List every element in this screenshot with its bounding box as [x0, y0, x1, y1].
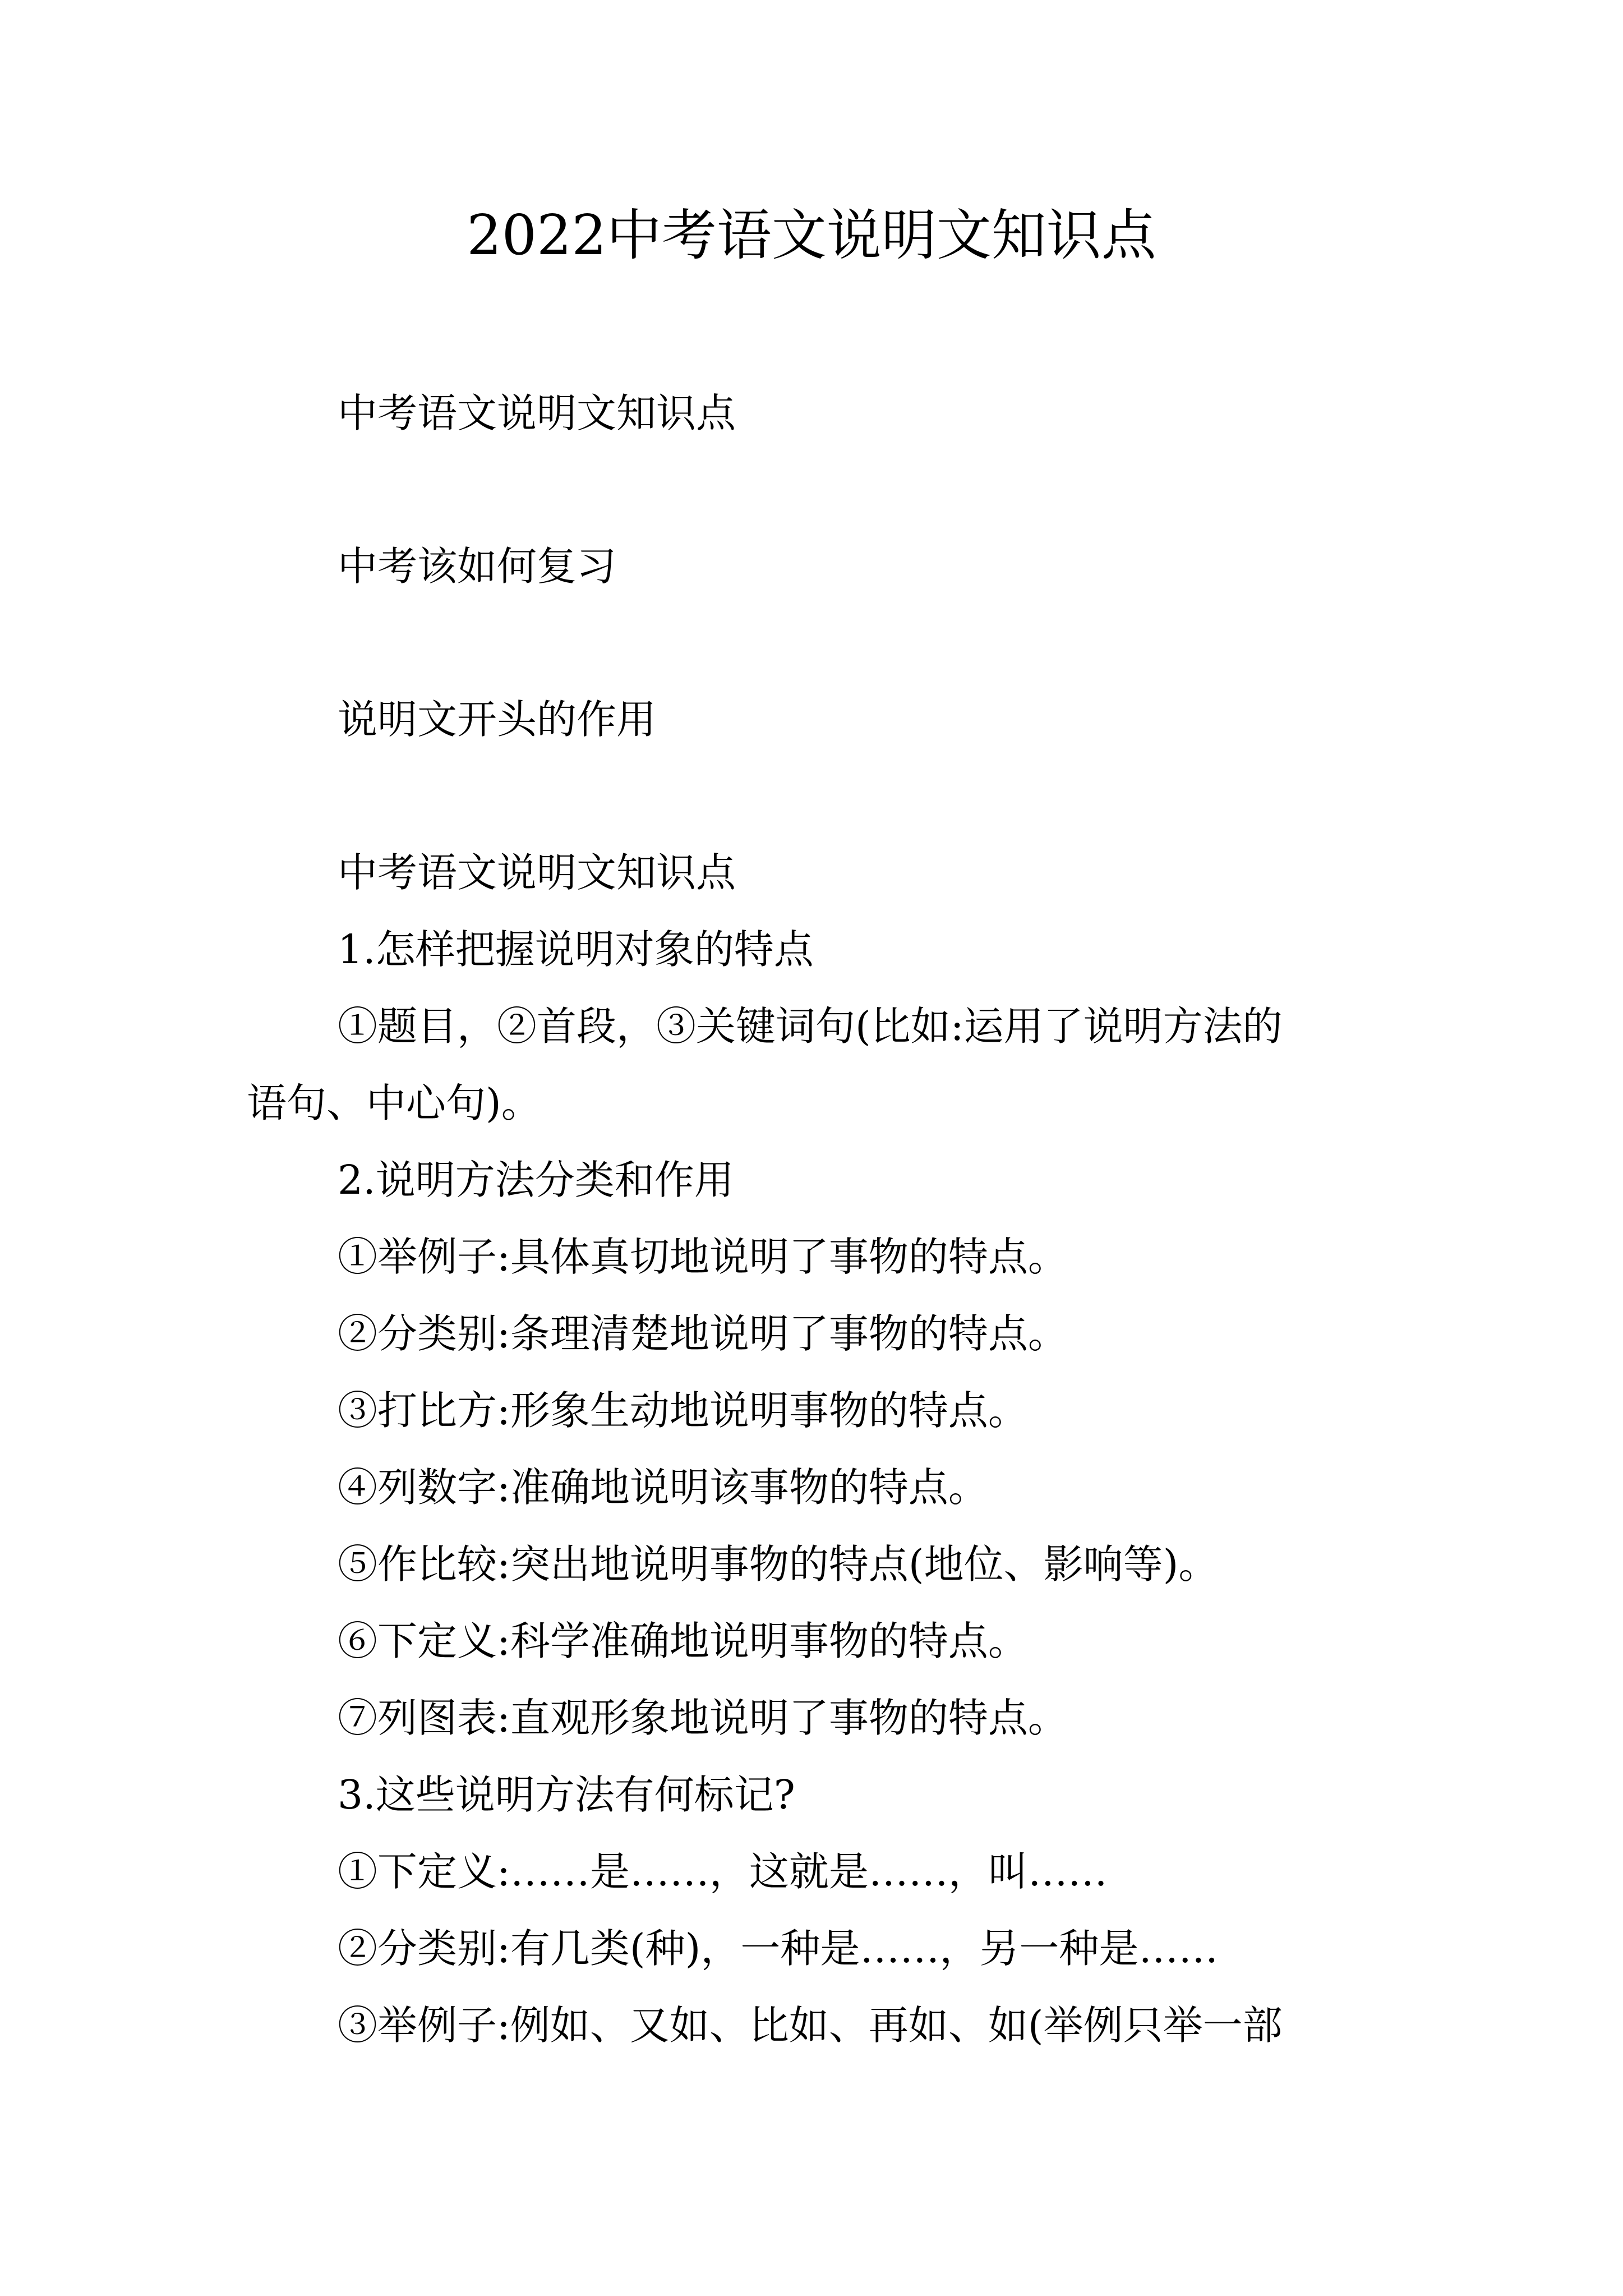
body-paragraph: ③打比方:形象生动地说明事物的特点。 [338, 1387, 1028, 1434]
body-paragraph: ②分类别:条理清楚地说明了事物的特点。 [338, 1310, 1068, 1357]
body-paragraph: ③举例子:例如、又如、比如、再如、如(举例只举一部 [338, 2002, 1283, 2049]
body-paragraph-continuation: 语句、中心句)。 [247, 1080, 541, 1126]
contents-item: 中考语文说明文知识点 [338, 390, 736, 436]
body-paragraph: ⑥下定义:科学准确地说明事物的特点。 [338, 1618, 1028, 1664]
body-paragraph: 3.这些说明方法有何标记? [338, 1772, 795, 1818]
body-paragraph: ②分类别:有几类(种)，一种是……，另一种是…… [338, 1925, 1219, 1972]
body-paragraph: ①举例子:具体真切地说明了事物的特点。 [338, 1234, 1068, 1280]
body-paragraph: ①下定义:……是……，这就是……，叫…… [338, 1848, 1108, 1895]
body-paragraph: ①题目，②首段，③关键词句(比如:运用了说明方法的 [338, 1003, 1283, 1050]
body-paragraph: ⑤作比较:突出地说明事物的特点(地位、影响等)。 [338, 1541, 1219, 1588]
body-paragraph: ⑦列图表:直观形象地说明了事物的特点。 [338, 1695, 1068, 1741]
document-title: 2022中考语文说明文知识点 [467, 204, 1156, 268]
contents-item: 中考该如何复习 [338, 543, 617, 590]
body-paragraph: ④列数字:准确地说明该事物的特点。 [338, 1464, 988, 1511]
section-heading: 中考语文说明文知识点 [338, 849, 736, 896]
body-paragraph: 1.怎样把握说明对象的特点 [338, 926, 814, 973]
contents-item: 说明文开头的作用 [338, 696, 657, 743]
body-paragraph: 2.说明方法分类和作用 [338, 1157, 734, 1203]
